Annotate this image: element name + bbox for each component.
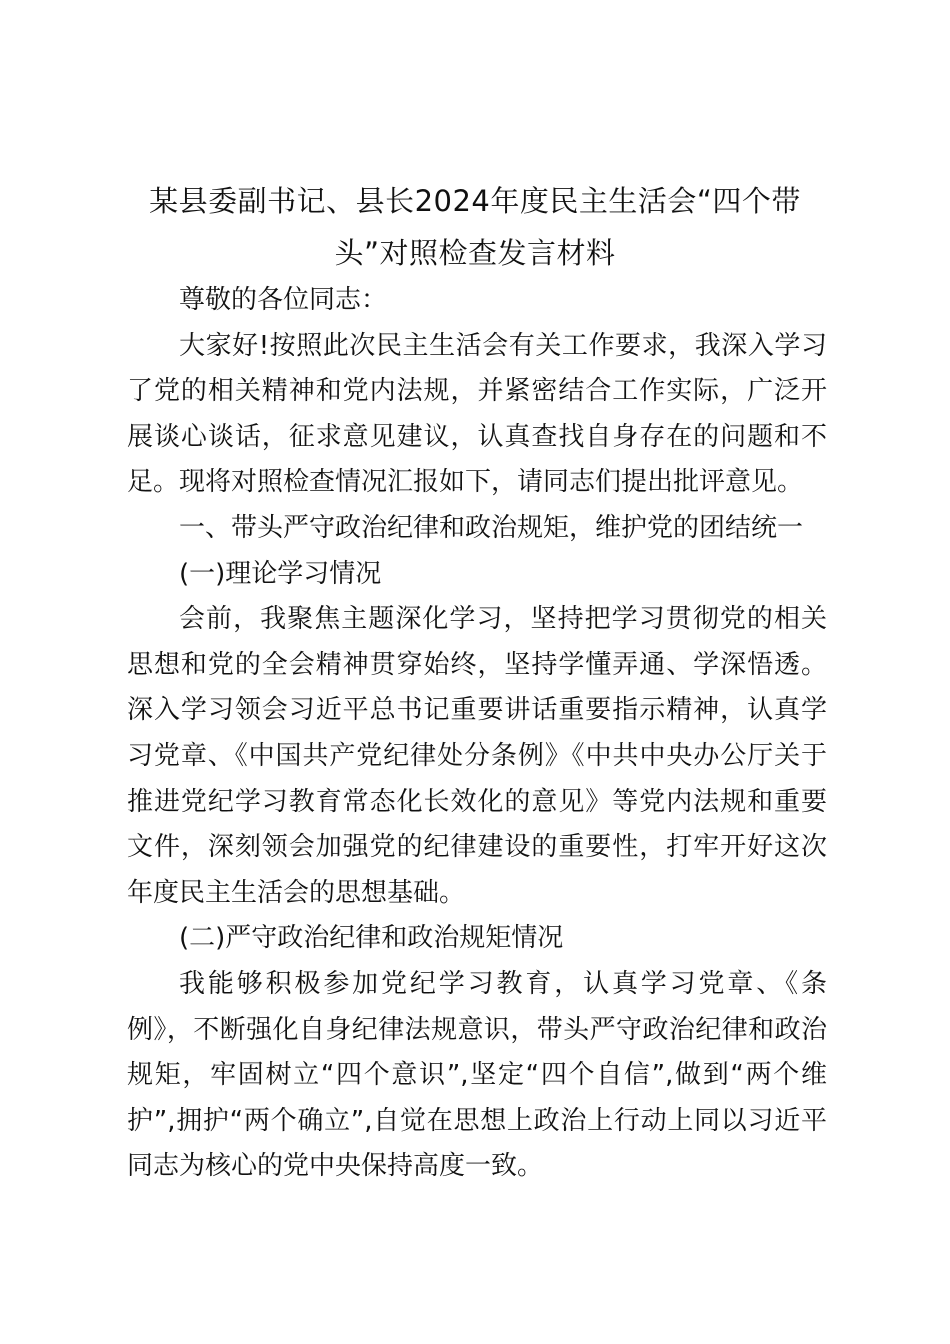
document-title: 某县委副书记、县长2024年度民主生活会“四个带头”对照检查发言材料: [149, 184, 801, 270]
section-heading-1: 一、带头严守政治纪律和政治规矩，维护党的团结统一: [179, 512, 804, 543]
intro-paragraph: 大家好!按照此次民主生活会有关工作要求，我深入学习了党的相关精神和党内法规，并紧密结合工作实际，广泛开展谈心谈话，征求意见建议，认真查找自身存在的问题和不足。现将对照检查情况汇报如下，请同志们提出批评意见。: [127, 330, 827, 498]
subsection-paragraph-2: 我能够积极参加党纪学习教育，认真学习党章、《条例》，不断强化自身纪律法规意识，带头严守政治纪律和政治规矩，牢固树立“四个意识”,坚定“四个自信”,做到“两个维护”,拥护“两个确立”,自觉在思想上政治上行动上同以习近平同志为核心的党中央保持高度一致。: [127, 968, 827, 1182]
subsection-paragraph-1: 会前，我聚焦主题深化学习，坚持把学习贯彻党的相关思想和党的全会精神贯穿始终，坚持学懂弄通、学深悟透。深入学习领会习近平总书记重要讲话重要指示精神，认真学习党章、《中国共产党纪律处分条例》《中共中央办公厅关于推进党纪学习教育常态化长效化的意见》等党内法规和重要文件，深刻领会加强党的纪律建设的重要性，打牢开好这次年度民主生活会的思想基础。: [127, 604, 827, 908]
subsection-heading-1: (一)理论学习情况: [179, 558, 382, 589]
salutation: 尊敬的各位同志：: [179, 285, 388, 315]
subsection-heading-2: (二)严守政治纪律和政治规矩情况: [179, 923, 564, 954]
document-body: [127, 278, 827, 1190]
